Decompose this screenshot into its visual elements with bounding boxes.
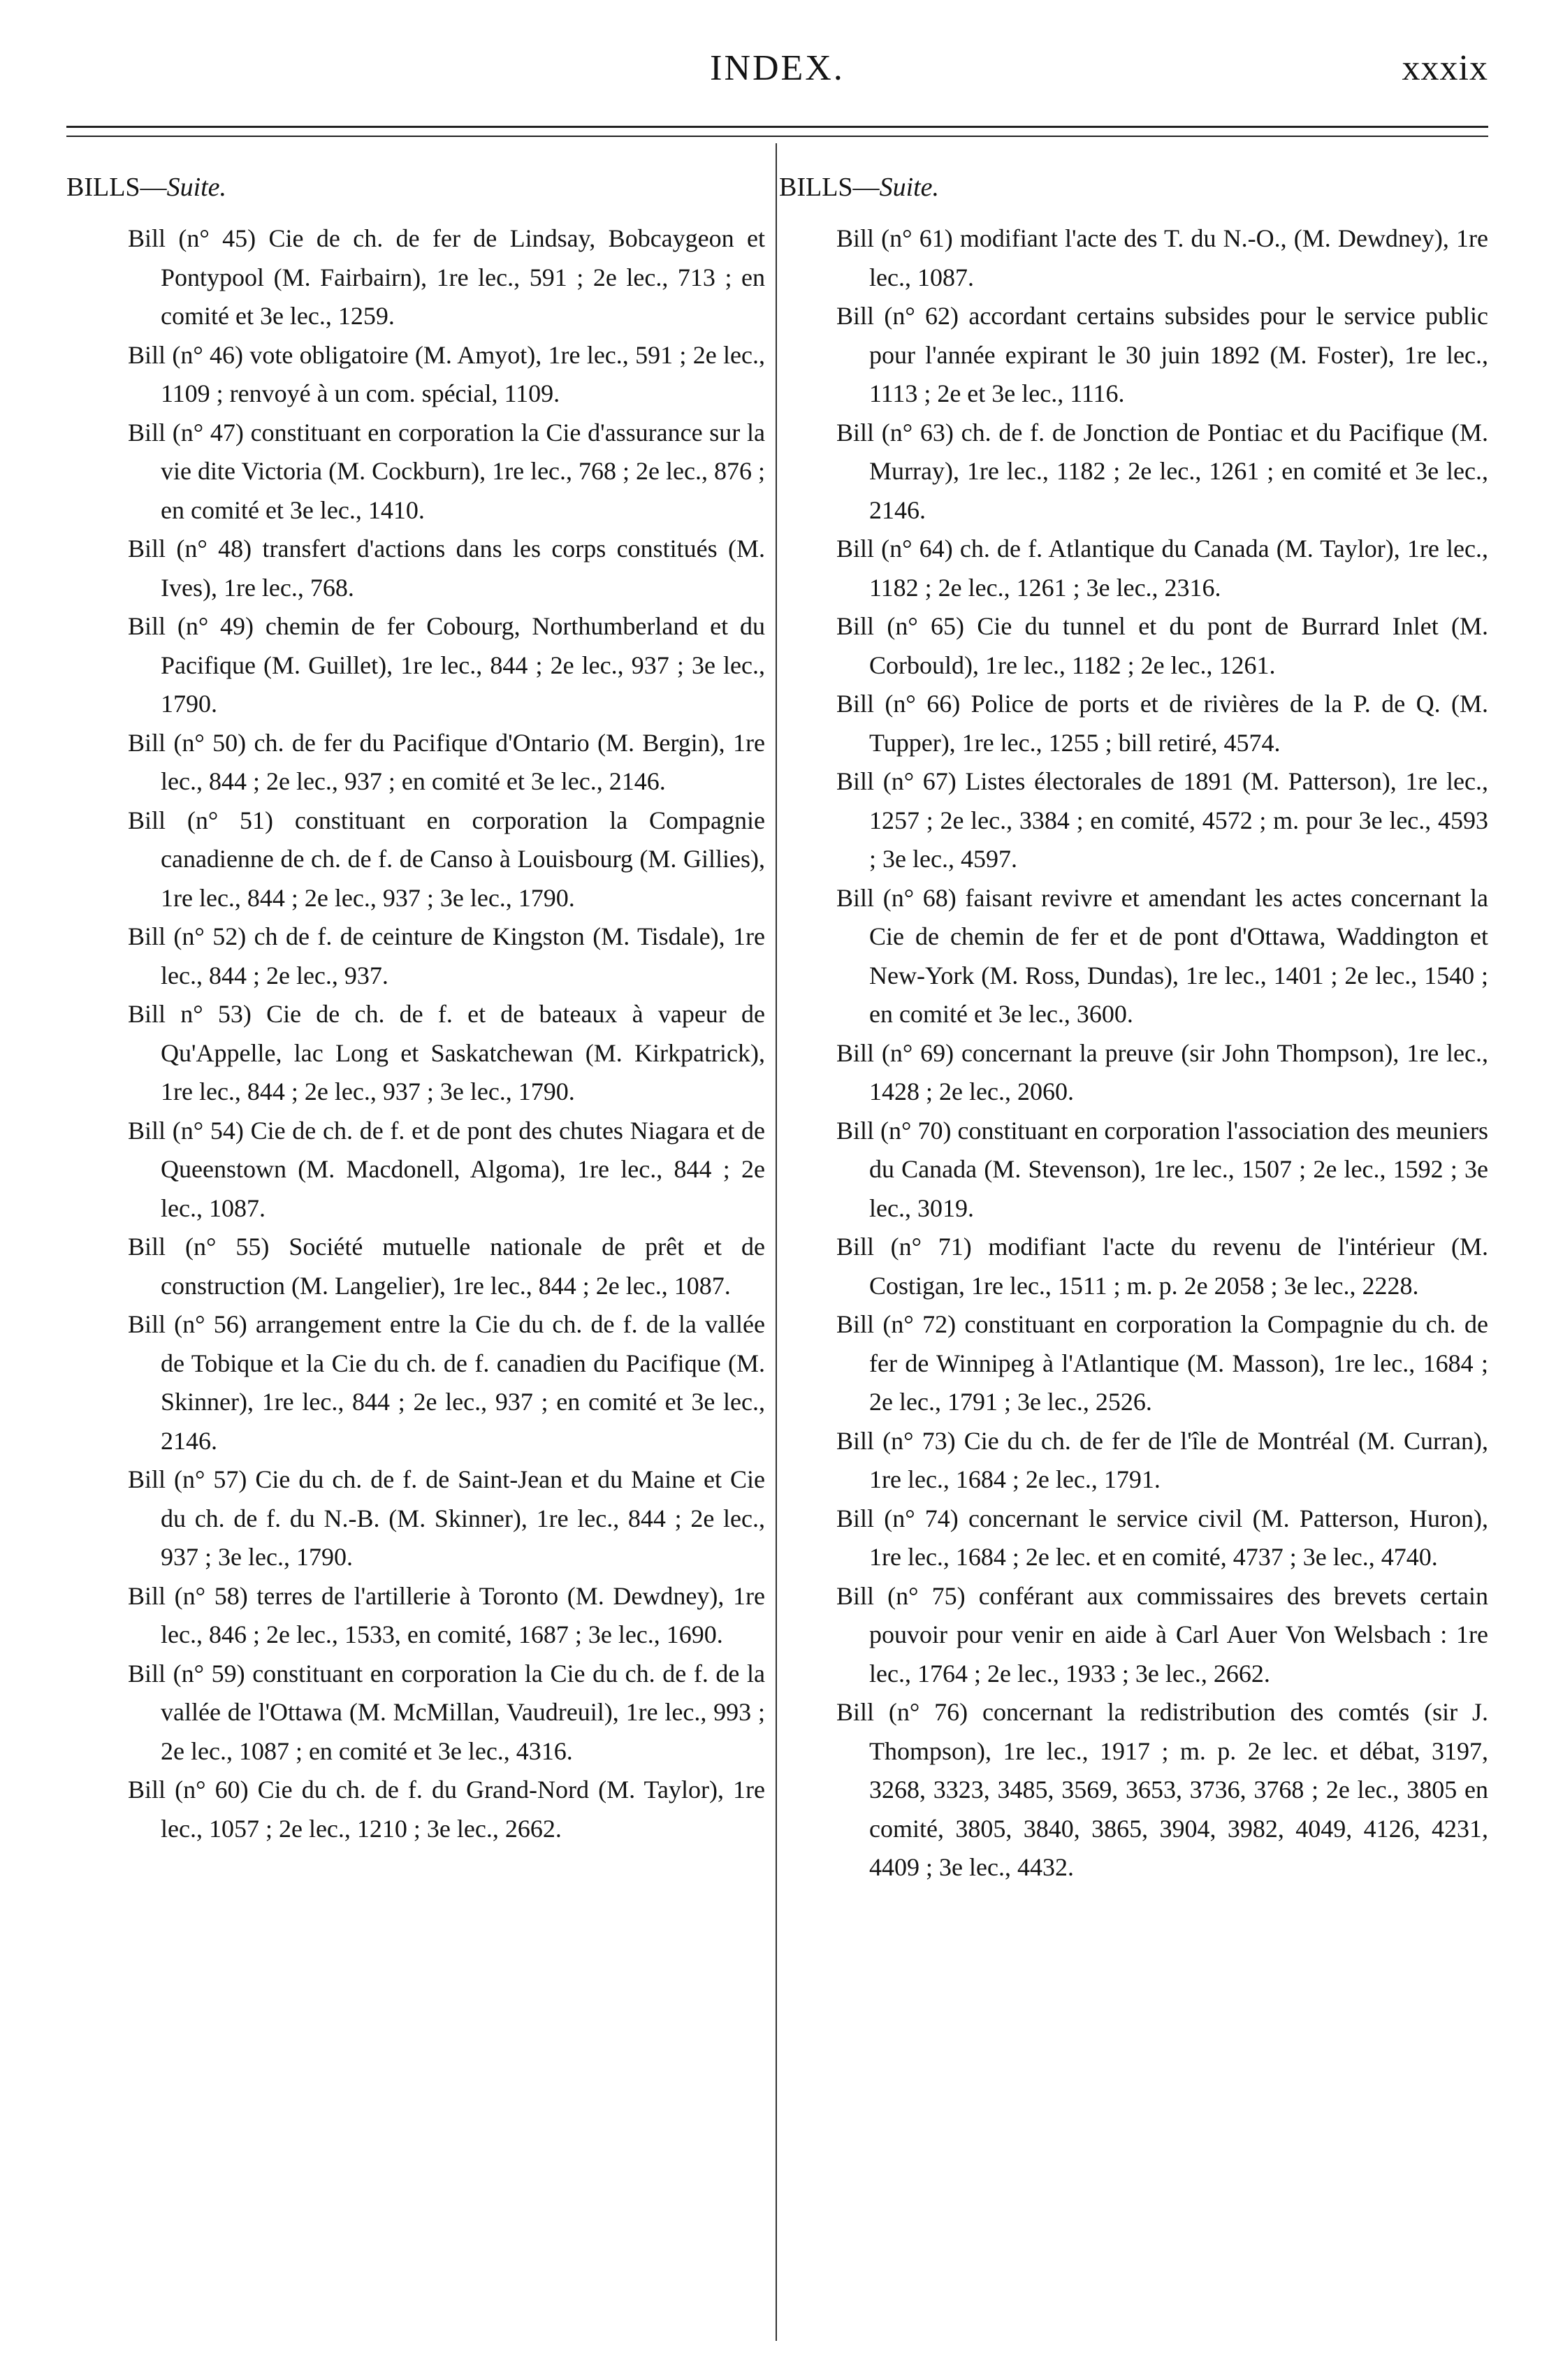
index-entry: Bill (n° 58) terres de l'artillerie à Toronto (M. Dewdney), 1re lec., 846 ; 2e lec., 1533, en comité, 1687 ; 3e lec., 1690.	[128, 1581, 765, 1648]
index-entry: Bill (n° 69) concernant la preuve (sir John Thompson), 1re lec., 1428 ; 2e lec., 2060.	[836, 1038, 1488, 1105]
index-entry: Bill (n° 61) modifiant l'acte des T. du N.-O., (M. Dewdney), 1re lec., 1087.	[836, 224, 1488, 291]
index-entry: Bill (n° 71) modifiant l'acte du revenu de l'intérieur (M. Costigan, 1re lec., 1511 ; m. p. 2e 2058 ; 3e lec., 2228.	[836, 1233, 1488, 1300]
page-header	[66, 42, 1488, 98]
index-entry: Bill (n° 64) ch. de f. Atlantique du Canada (M. Taylor), 1re lec., 1182 ; 2e lec., 1261 ; 3e lec., 2316.	[836, 535, 1488, 602]
index-entry: Bill (n° 50) ch. de fer du Pacifique d'Ontario (M. Bergin), 1re lec., 844 ; 2e lec., 937 ; en comité et 3e lec., 2146.	[128, 728, 765, 795]
index-entry: Bill (n° 73) Cie du ch. de fer de l'île de Montréal (M. Curran), 1re lec., 1684 ; 2e lec., 1791.	[836, 1426, 1488, 1493]
section-heading-label: BILLS—	[66, 173, 167, 202]
index-entry-list	[66, 219, 765, 1848]
page-number: xxxix	[1402, 48, 1488, 88]
index-entry: Bill (n° 46) vote obligatoire (M. Amyot), 1re lec., 591 ; 2e lec., 1109 ; renvoyé à un com. spécial, 1109.	[128, 340, 765, 407]
index-entry: Bill (n° 60) Cie du ch. de f. du Grand-Nord (M. Taylor), 1re lec., 1057 ; 2e lec., 1210 ; 3e lec., 2662.	[128, 1776, 765, 1843]
index-entry: Bill (n° 59) constituant en corporation la Cie du ch. de f. de la vallée de l'Ottawa (M. McMillan, Vaudreuil), 1re lec., 993 ; 2e lec., 1087 ; en comité et 3e lec., 4316.	[128, 1659, 765, 1765]
index-entry: Bill (n° 56) arrangement entre la Cie du ch. de f. de la vallée de Tobique et la Cie du ch. de f. canadien du Pacifique (M. Skinner), 1re lec., 844 ; 2e lec., 937 ; en comité et 3e lec., 2146.	[128, 1310, 765, 1455]
page-title: INDEX.	[710, 48, 845, 88]
index-entry: Bill (n° 75) conférant aux commissaires des brevets certain pouvoir pour venir en aide à Carl Auer Von Welsbach : 1re lec., 1764 ; 2e lec., 1933 ; 3e lec., 2662.	[836, 1581, 1488, 1688]
section-heading	[779, 168, 1488, 207]
index-entry: Bill (n° 52) ch de f. de ceinture de Kingston (M. Tisdale), 1re lec., 844 ; 2e lec., 937.	[128, 922, 765, 989]
index-entry: Bill (n° 49) chemin de fer Cobourg, Northumberland et du Pacifique (M. Guillet), 1re lec., 844 ; 2e lec., 937 ; 3e lec., 1790.	[128, 612, 765, 718]
section-heading	[66, 168, 765, 207]
index-entry: Bill (n° 55) Société mutuelle nationale de prêt et de construction (M. Langelier), 1re lec., 844 ; 2e lec., 1087.	[128, 1233, 765, 1300]
index-entry: Bill (n° 67) Listes électorales de 1891 (M. Patterson), 1re lec., 1257 ; 2e lec., 3384 ; en comité, 4572 ; m. pour 3e lec., 4593 ; 3e lec., 4597.	[836, 767, 1488, 873]
index-entry: Bill (n° 47) constituant en corporation la Cie d'assurance sur la vie dite Victoria (M. Cockburn), 1re lec., 768 ; 2e lec., 876 ; en comité et 3e lec., 1410.	[128, 418, 765, 524]
index-entry: Bill (n° 70) constituant en corporation l'association des meuniers du Canada (M. Stevenson), 1re lec., 1507 ; 2e lec., 1592 ; 3e lec., 3019.	[836, 1116, 1488, 1222]
column-divider	[776, 143, 777, 2341]
right-column	[779, 168, 1488, 1887]
index-entry: Bill (n° 57) Cie du ch. de f. de Saint-Jean et du Maine et Cie du ch. de f. du N.-B. (M. Skinner), 1re lec., 844 ; 2e lec., 937 ; 3e lec., 1790.	[128, 1465, 765, 1571]
index-entry: Bill (n° 68) faisant revivre et amendant les actes concernant la Cie de chemin de fer et de pont d'Ottawa, Waddington et New-York (M. Ross, Dundas), 1re lec., 1401 ; 2e lec., 1540 ; en comité et 3e lec., 3600.	[836, 883, 1488, 1028]
left-column	[66, 168, 765, 1848]
index-entry: Bill (n° 51) constituant en corporation la Compagnie canadienne de ch. de f. de Canso à Louisbourg (M. Gillies), 1re lec., 844 ; 2e lec., 937 ; 3e lec., 1790.	[128, 806, 765, 912]
index-entry: Bill (n° 62) accordant certains subsides pour le service public pour l'année expirant le 30 juin 1892 (M. Foster), 1re lec., 1113 ; 2e et 3e lec., 1116.	[836, 302, 1488, 407]
header-rule-thin	[66, 136, 1488, 137]
index-entry: Bill (n° 65) Cie du tunnel et du pont de Burrard Inlet (M. Corbould), 1re lec., 1182 ; 2e lec., 1261.	[836, 612, 1488, 679]
index-entry: Bill (n° 72) constituant en corporation la Compagnie du ch. de fer de Winnipeg à l'Atlantique (M. Masson), 1re lec., 1684 ; 2e lec., 1791 ; 3e lec., 2526.	[836, 1310, 1488, 1416]
section-heading-suite: Suite.	[166, 173, 227, 202]
section-heading-suite: Suite.	[879, 173, 940, 202]
section-heading-label: BILLS—	[779, 173, 880, 202]
index-entry: Bill (n° 48) transfert d'actions dans les corps constitués (M. Ives), 1re lec., 768.	[128, 535, 765, 602]
index-entry: Bill (n° 54) Cie de ch. de f. et de pont des chutes Niagara et de Queenstown (M. Macdonell, Algoma), 1re lec., 844 ; 2e lec., 1087.	[128, 1116, 765, 1222]
header-rule-thick	[66, 126, 1488, 128]
index-entry: Bill (n° 45) Cie de ch. de fer de Lindsay, Bobcaygeon et Pontypool (M. Fairbairn), 1re lec., 591 ; 2e lec., 713 ; en comité et 3e lec., 1259.	[128, 224, 765, 330]
index-entry: Bill (n° 66) Police de ports et de rivières de la P. de Q. (M. Tupper), 1re lec., 1255 ; bill retiré, 4574.	[836, 690, 1488, 757]
index-entry: Bill (n° 74) concernant le service civil (M. Patterson, Huron), 1re lec., 1684 ; 2e lec. et en comité, 4737 ; 3e lec., 4740.	[836, 1504, 1488, 1571]
index-entry-list	[779, 219, 1488, 1887]
index-entry: Bill (n° 76) concernant la redistribution des comtés (sir J. Thompson), 1re lec., 1917 ; m. p. 2e lec. et débat, 3197, 3268, 3323, 3485, 3569, 3653, 3736, 3768 ; 2e lec., 3805 en comité, 3805, 3840, 3865, 3904, 3982, 4049, 4126, 4231, 4409 ; 3e lec., 4432.	[836, 1698, 1488, 1881]
index-entry: Bill (n° 63) ch. de f. de Jonction de Pontiac et du Pacifique (M. Murray), 1re lec., 1182 ; 2e lec., 1261 ; en comité et 3e lec., 2146.	[836, 418, 1488, 524]
index-entry: Bill n° 53) Cie de ch. de f. et de bateaux à vapeur de Qu'Appelle, lac Long et Saskatchewan (M. Kirkpatrick), 1re lec., 844 ; 2e lec., 937 ; 3e lec., 1790.	[128, 1000, 765, 1105]
